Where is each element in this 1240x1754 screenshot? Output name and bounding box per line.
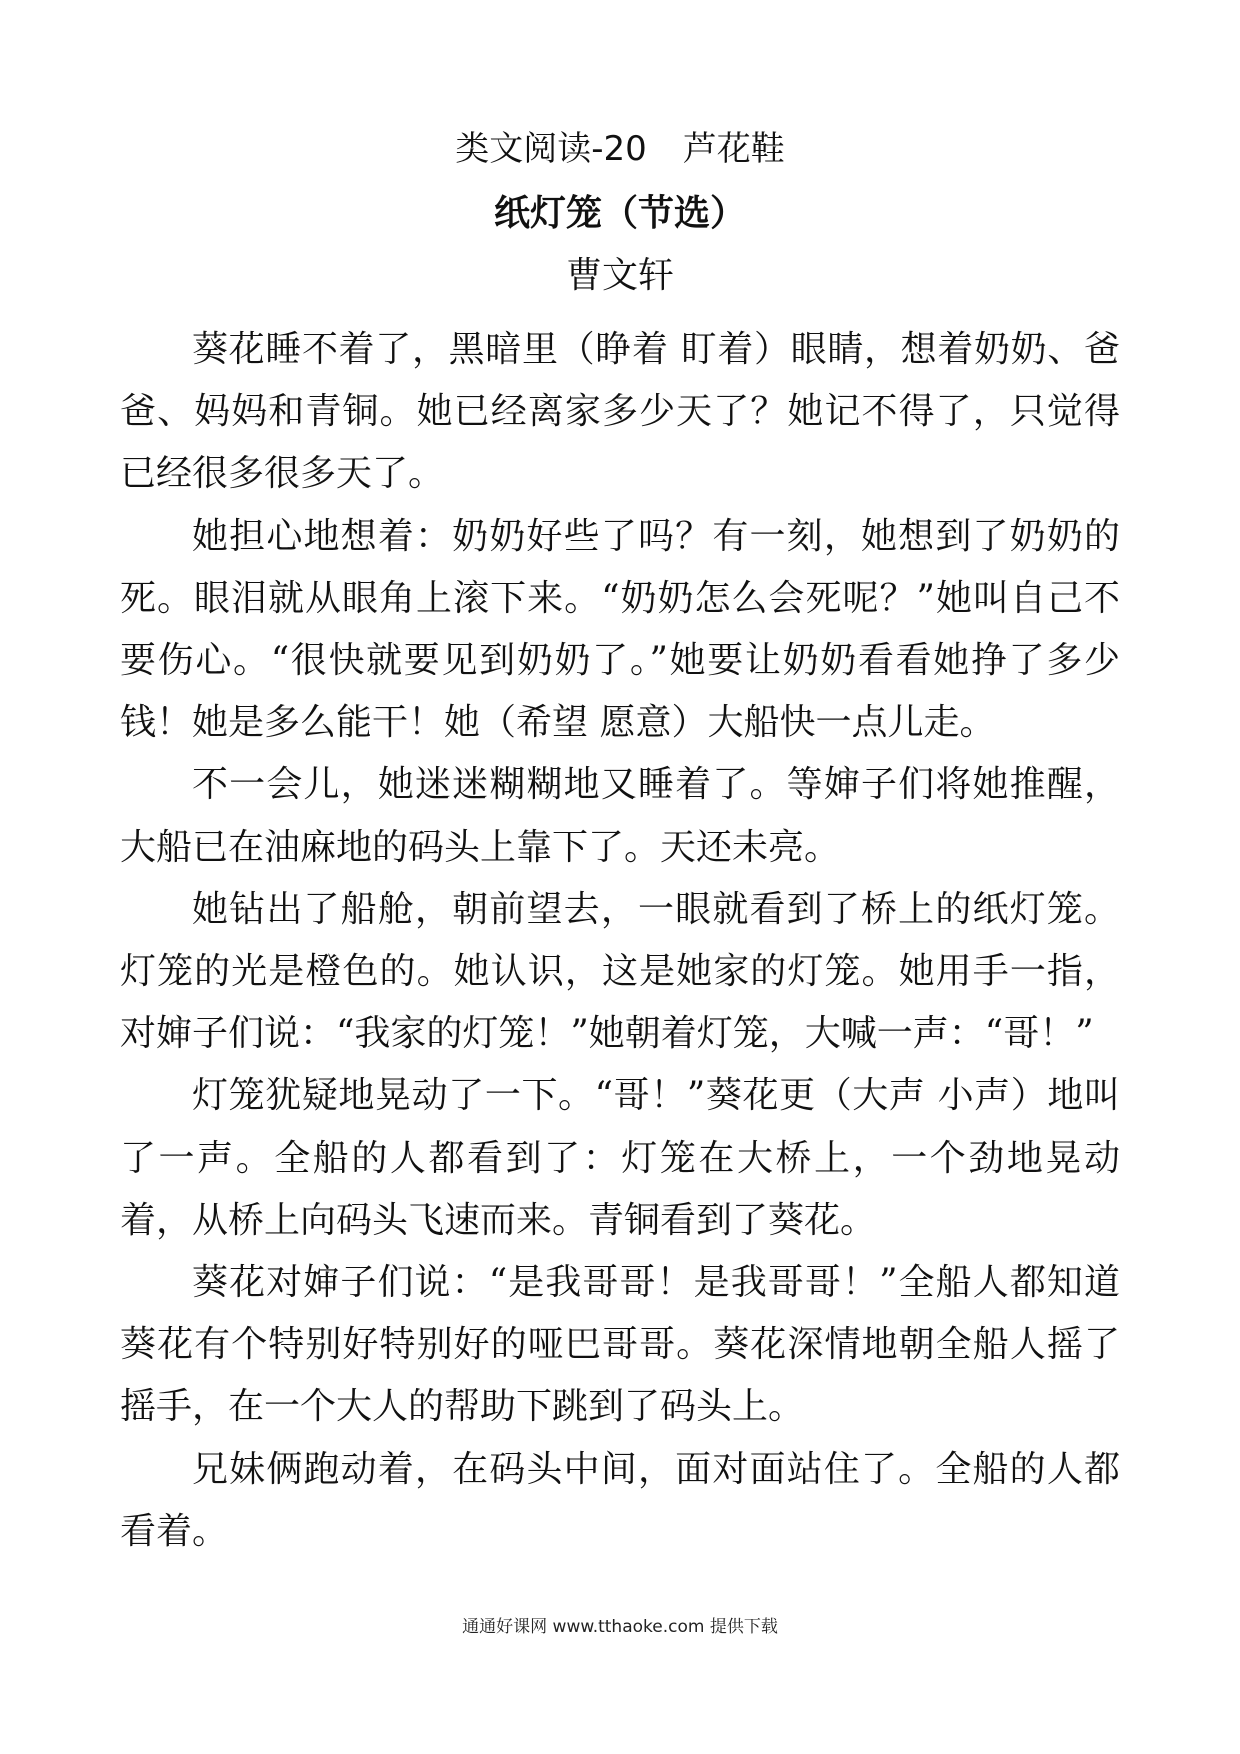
paragraph: 不一会儿，她迷迷糊糊地又睡着了。等婶子们将她推醒，大船已在油麻地的码头上靠下了。天还未亮。: [120, 764, 1120, 868]
paragraph: 兄妹俩跑动着，在码头中间，面对面站住了。全船的人都看着。: [120, 1448, 1120, 1552]
article-body: [120, 319, 1120, 1563]
series-title: [0, 127, 1240, 171]
paragraph: 葵花睡不着了，黑暗里（睁着 盯着）眼睛，想着奶奶、爸爸、妈妈和青铜。她已经离家多少天了？她记不得了，只觉得已经很多很多天了。: [120, 329, 1120, 495]
author-name: 曹文轩: [565, 255, 674, 296]
paragraph: 她钻出了船舱，朝前望去，一眼就看到了桥上的纸灯笼。灯笼的光是橙色的。她认识，这是她家的灯笼。她用手一指，对婶子们说：“我家的灯笼！”她朝着灯笼，大喊一声：“哥！”: [120, 888, 1120, 1055]
lesson-title: 芦花鞋: [682, 129, 785, 169]
article-title: 纸灯笼（节选）: [493, 193, 746, 234]
series-label: 类文阅读-20: [455, 129, 647, 169]
paragraph: 她担心地想着：奶奶好些了吗？有一刻，她想到了奶奶的死。眼泪就从眼角上滚下来。“奶奶怎么会死呢？”她叫自己不要伤心。“很快就要见到奶奶了。”她要让奶奶看看她挣了多少钱！她是多么能干！她（希望 愿意）大船快一点儿走。: [120, 515, 1120, 744]
paragraph: 灯笼犹疑地晃动了一下。“哥！”葵花更（大声 小声）地叫了一声。全船的人都看到了：灯笼在大桥上，一个劲地晃动着，从桥上向码头飞速而来。青铜看到了葵花。: [120, 1075, 1120, 1241]
footer-download-note: 通通好课网 www.tthaoke.com 提供下载: [462, 1617, 778, 1637]
paragraph: 葵花对婶子们说：“是我哥哥！是我哥哥！”全船人都知道葵花有个特别好特别好的哑巴哥哥。葵花深情地朝全船人摇了摇手，在一个大人的帮助下跳到了码头上。: [120, 1262, 1120, 1428]
